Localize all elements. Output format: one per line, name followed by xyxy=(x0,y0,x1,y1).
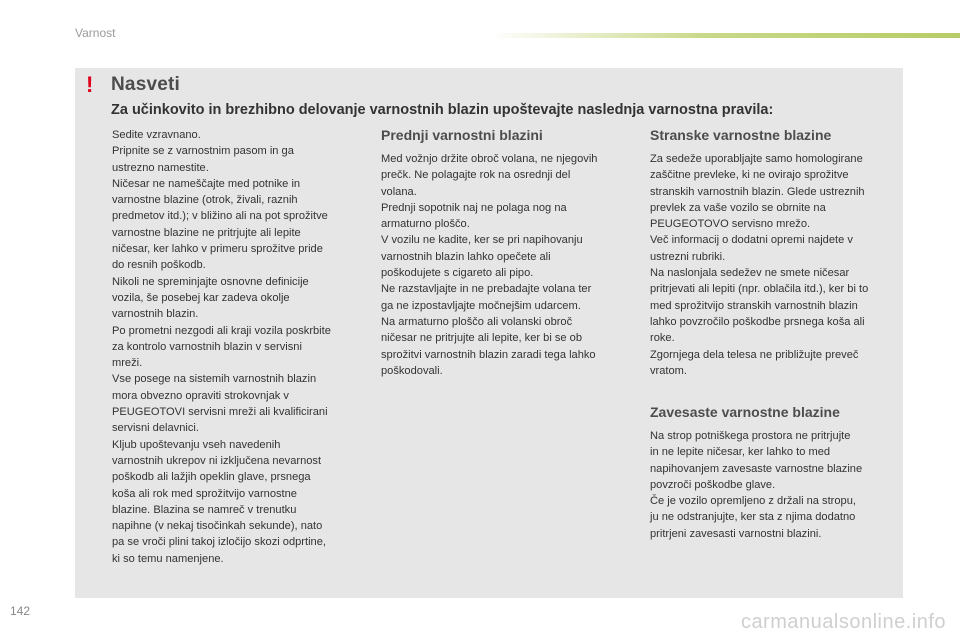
text-line: blazine. Blazina se namreč v trenutku xyxy=(112,503,297,516)
text-line: zaščitne prevleke, ki ne ovirajo sprožitve xyxy=(650,169,849,182)
text-line: Pripnite se z varnostnim pasom in ga xyxy=(112,145,294,158)
text-line: napihovanjem zavesaste varnostne blazine xyxy=(650,462,863,475)
text-line: vratom. xyxy=(650,364,687,377)
text-line: lahko povzročilo poškodbe prsnega koša ali xyxy=(650,315,865,328)
side-airbags-lines xyxy=(650,151,900,379)
exclamation-icon: ! xyxy=(86,72,94,97)
text-line: Zgornjega dela telesa ne približujte preveč xyxy=(650,348,859,361)
text-line: vozila, še posebej kar zadeva okolje xyxy=(112,291,290,304)
text-line: varnostnih blazin. xyxy=(112,308,199,321)
text-line: varnostne blazine ne pritrjujte ali lepite xyxy=(112,226,301,239)
text-line: ju ne odstranjujte, ker sta z njima dodatno xyxy=(650,511,856,524)
text-line: Nikoli ne spreminjajte osnovne definicije xyxy=(112,275,309,288)
text-line: Ničesar ne nameščajte med potnike in xyxy=(112,177,301,190)
text-line: ustrezni rubriki. xyxy=(650,250,726,263)
curtain-airbags-lines xyxy=(650,428,900,542)
text-line: Med vožnjo držite obroč volana, ne njegovih xyxy=(381,153,598,165)
text-line: varnostnih ukrepov ni izključena nevarnost xyxy=(112,454,322,467)
header-accent-bar xyxy=(490,33,960,38)
text-line: pritrjevati ali lepiti (npr. oblačila itd.), ker bi to xyxy=(650,283,869,296)
text-line: prečk. Ne polagajte rok na osrednji del xyxy=(381,169,571,182)
text-line: in ne lepite ničesar, ker lahko to med xyxy=(650,446,831,459)
text-line: napihne (v nekaj tisočinkah sekunde), nato xyxy=(112,520,323,533)
text-line: povzroči poškodbe glave. xyxy=(650,478,776,491)
text-line: Po prometni nezgodi ali kraji vozila poskrbite xyxy=(112,324,331,337)
text-line: Sedite vzravnano. xyxy=(112,129,201,141)
side-airbags-heading: Stranske varnostne blazine xyxy=(650,127,832,143)
column-front-airbags xyxy=(381,126,631,379)
text-line: med sprožitvijo stranskih varnostnih blazin xyxy=(650,299,858,312)
text-line: Za sedeže uporabljajte samo homologirane xyxy=(650,153,863,165)
front-airbags-heading: Prednji varnostni blazini xyxy=(381,127,543,143)
text-line: poškodovali. xyxy=(381,364,443,377)
text-line: volana. xyxy=(381,185,417,198)
curtain-airbags-heading: Zavesaste varnostne blazine xyxy=(650,404,840,420)
text-line: Vse posege na sistemih varnostnih blazin xyxy=(112,373,317,386)
text-line: mreži. xyxy=(112,357,143,370)
text-line: pa se vroči plini takoj izločijo skozi odprtine, xyxy=(112,536,326,549)
text-line: V vozilu ne kadite, ker se pri napihovanju xyxy=(381,234,583,247)
text-line: poškodujete s cigareto ali pipo. xyxy=(381,267,534,280)
text-line: ničesar ne pritrjujte ali lepite, ker bi se ob xyxy=(381,332,583,345)
text-line: Kljub upoštevanju vseh navedenih xyxy=(112,438,281,451)
column-side-airbags xyxy=(650,126,900,379)
column-general-lines xyxy=(112,127,352,567)
text-line: koša ali rok med sprožitvijo varnostne xyxy=(112,487,297,500)
text-line: mora obvezno opraviti strokovnjak v xyxy=(112,389,289,402)
text-line: ki so temu namenjene. xyxy=(112,552,224,565)
text-line: Več informacij o dodatni opremi najdete v xyxy=(650,234,853,247)
text-line: ga ne izpostavljajte močnejšim udarcem. xyxy=(381,299,581,312)
text-line: PEUGEOTOVO servisno mrežo. xyxy=(650,218,811,231)
text-line: PEUGEOTOVI servisni mreži ali kvalificirani xyxy=(112,406,328,419)
text-line: ustrezno namestite. xyxy=(112,161,209,174)
watermark: carmanualsonline.info xyxy=(740,611,946,633)
text-line: varnostne blazine (otrok, živali, raznih xyxy=(112,194,298,207)
text-line: varnostnih blazin lahko opečete ali xyxy=(381,250,551,263)
front-airbags-lines xyxy=(381,151,631,379)
text-line: roke. xyxy=(650,332,675,345)
text-line: armaturno ploščo. xyxy=(381,218,470,231)
text-line: do resnih poškodb. xyxy=(112,259,206,272)
text-line: prevlek za vaše vozilo se obrnite na xyxy=(650,201,826,214)
panel-lead: Za učinkovito in brezhibno delovanje varnostnih blazin upoštevajte naslednja varnostna pravila: xyxy=(111,102,774,118)
text-line: Če je vozilo opremljeno z držali na stropu, xyxy=(650,495,856,508)
column-curtain-airbags xyxy=(650,403,900,542)
text-line: ničesar, ker lahko v primeru sprožitve pride xyxy=(112,243,323,256)
text-line: za kontrolo varnostnih blazin v servisni xyxy=(112,340,302,353)
text-line: Na strop potniškega prostora ne pritrjujte xyxy=(650,430,851,442)
text-line: Ne razstavljajte in ne prebadajte volana ter xyxy=(381,283,592,296)
text-line: predmetov itd.); v bližino ali na pot sprožitve xyxy=(112,210,328,223)
text-line: pritrjeni zavesasti varnostni blazini. xyxy=(650,527,822,540)
page-number: 142 xyxy=(10,604,31,618)
text-line: Na naslonjala sedežev ne smete ničesar xyxy=(650,267,850,280)
column-general xyxy=(112,127,352,567)
text-line: servisni delavnici. xyxy=(112,422,199,435)
text-line: Na armaturno ploščo ali volanski obroč xyxy=(381,315,573,328)
text-line: poškodb ali lažjih opeklin glave, prsnega xyxy=(112,471,311,484)
panel-title: Nasveti xyxy=(111,74,180,95)
section-title: Varnost xyxy=(75,26,116,40)
text-line: Prednji sopotnik naj ne polaga nog na xyxy=(381,201,567,214)
text-line: sprožitvi varnostnih blazin zaradi tega lahko xyxy=(381,348,596,361)
text-line: stranskih varnostnih blazin. Glede ustreznih xyxy=(650,185,865,198)
